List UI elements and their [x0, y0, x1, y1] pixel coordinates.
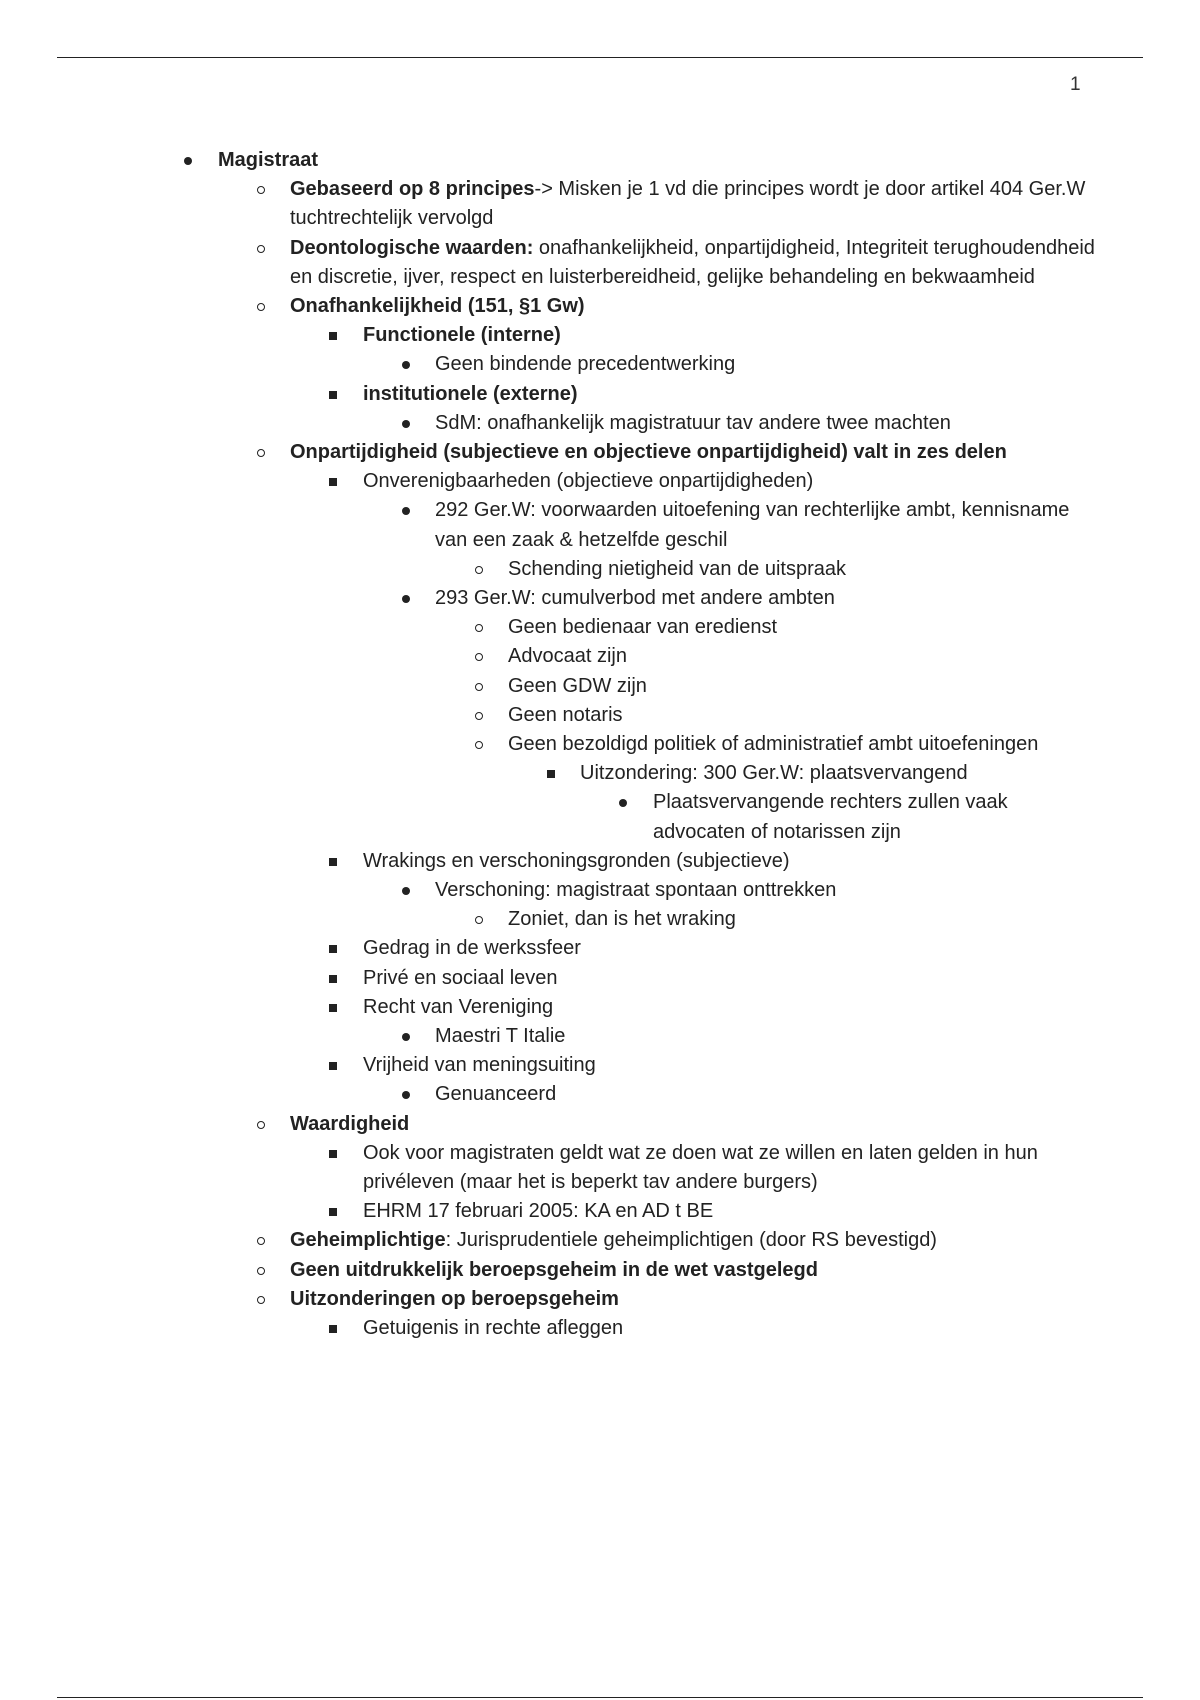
item-text: -> Misken je 1 vd die principes wordt je door artikel 404 Ger.W tuchtrechtelijk vervolgd: [290, 178, 1086, 230]
outline-item: [435, 876, 1098, 905]
bullet-circle-icon: [475, 624, 483, 632]
outline-item: [580, 759, 1098, 788]
outline-item: [290, 438, 1098, 467]
item-text: Genuanceerd: [435, 1083, 557, 1106]
outline-item: [435, 350, 1098, 379]
bullet-circle-icon: [257, 1121, 265, 1129]
item-text: Ook voor magistraten geldt wat ze doen wat ze willen en laten gelden in hun privéleven (maar het is beperkt tav andere burgers): [363, 1141, 1038, 1193]
outline-item: [508, 672, 1098, 701]
bullet-square-icon: [329, 1004, 337, 1012]
item-text: EHRM 17 februari 2005: KA en AD t BE: [363, 1200, 714, 1223]
item-text: SdM: onafhankelijk magistratuur tav andere twee machten: [435, 411, 951, 434]
bullet-square-icon: [329, 1325, 337, 1333]
bullet-circle-icon: [475, 653, 483, 661]
bullet-square-icon: [329, 945, 337, 953]
item-text: 293 Ger.W: cumulverbod met andere ambten: [435, 587, 835, 609]
item-text: Gedrag in de werkssfeer: [363, 937, 581, 960]
bullet-square-icon: [329, 1062, 337, 1070]
bullet-square-icon: [329, 1208, 337, 1216]
bullet-disc-icon: [402, 1033, 410, 1041]
item-text: Geen bedienaar van eredienst: [508, 616, 778, 639]
item-label-bold: Functionele (interne): [363, 324, 561, 347]
outline-item: [363, 467, 1098, 496]
bullet-circle-icon: [257, 303, 265, 311]
outline-item: [290, 175, 1098, 233]
bullet-circle-icon: [257, 245, 265, 253]
outline-item: [290, 292, 1098, 321]
bullet-square-icon: [329, 332, 337, 340]
bullet-circle-icon: [475, 712, 483, 720]
item-text: Onverenigbaarheden (objectieve onpartijdigheden): [363, 470, 814, 493]
bullet-circle-icon: [257, 186, 265, 194]
outline-item: [508, 555, 1098, 584]
outline-item: [363, 993, 1098, 1022]
outline-item: [435, 584, 1098, 613]
item-text: Geen notaris: [508, 703, 623, 726]
bullet-square-icon: [329, 391, 337, 399]
outline-item: [653, 788, 1098, 846]
bullet-square-icon: [329, 858, 337, 866]
item-label-bold: Geheimplichtige: [290, 1229, 446, 1252]
outline-item: [363, 1139, 1098, 1197]
item-label-bold: Waardigheid: [290, 1112, 410, 1135]
item-label-bold: Deontologische waarden:: [290, 236, 534, 259]
outline-item: [363, 847, 1098, 876]
outline-item: [363, 321, 1098, 350]
bullet-circle-icon: [475, 566, 483, 574]
outline-item: [508, 905, 1098, 934]
outline-item: [363, 380, 1098, 409]
bullet-square-icon: [329, 478, 337, 486]
outline-item: [508, 701, 1098, 730]
item-text: Vrijheid van meningsuiting: [363, 1054, 596, 1077]
item-text: Geen bindende precedentwerking: [435, 353, 736, 376]
outline-item: [363, 1197, 1098, 1226]
item-text: Verschoning: magistraat spontaan onttrekken: [435, 879, 837, 901]
item-text: 292 Ger.W: voorwaarden uitoefening van rechterlijke ambt, kennisname van een zaak & hetzelfde geschil: [435, 499, 1070, 551]
outline-item: [218, 146, 1098, 175]
bullet-disc-icon: [402, 420, 410, 428]
item-label-bold: Gebaseerd op 8 principes: [290, 178, 535, 201]
outline-item: [435, 1080, 1098, 1109]
outline-item: [363, 1314, 1098, 1343]
item-text: Privé en sociaal leven: [363, 966, 558, 989]
bullet-circle-icon: [257, 1237, 265, 1245]
bullet-disc-icon: [402, 887, 410, 895]
item-label-bold: Geen uitdrukkelijk beroepsgeheim in de wet vastgelegd: [290, 1258, 818, 1281]
outline-item: [435, 496, 1098, 554]
bullet-disc-icon: [184, 157, 192, 165]
bullet-circle-icon: [475, 741, 483, 749]
bullet-square-icon: [547, 770, 555, 778]
item-text: Geen bezoldigd politiek of administratief ambt uitoefeningen: [508, 733, 1039, 755]
outline-item: [363, 964, 1098, 993]
footer-rule: [57, 1697, 1143, 1698]
bullet-circle-icon: [257, 449, 265, 457]
outline-item: [508, 730, 1098, 759]
bullet-square-icon: [329, 1150, 337, 1158]
item-label-bold: Uitzonderingen op beroepsgeheim: [290, 1287, 619, 1310]
outline-item: [290, 1226, 1098, 1255]
item-text: Wrakings en verschoningsgronden (subjectieve): [363, 849, 790, 872]
bullet-circle-icon: [475, 916, 483, 924]
item-text: Getuigenis in rechte afleggen: [363, 1317, 624, 1339]
item-label-bold: Onafhankelijkheid (151, §1 Gw): [290, 295, 585, 317]
outline-item: [508, 642, 1098, 671]
item-text: Plaatsvervangende rechters zullen vaak advocaten of notarissen zijn: [653, 791, 1008, 843]
bullet-disc-icon: [619, 799, 627, 807]
page-number: 1: [1070, 74, 1081, 95]
item-label-bold: Onpartijdigheid (subjectieve en objectieve onpartijdigheid) valt in zes delen: [290, 441, 1007, 463]
outline-item: [363, 934, 1098, 963]
outline-item: [363, 1051, 1098, 1080]
outline-item: [290, 1256, 1098, 1285]
item-text: Recht van Vereniging: [363, 995, 554, 1018]
item-label-bold: institutionele (externe): [363, 382, 578, 405]
bullet-square-icon: [329, 975, 337, 983]
outline-item: [290, 1285, 1098, 1314]
outline-item: [290, 234, 1098, 292]
item-text: Geen GDW zijn: [508, 674, 647, 697]
bullet-disc-icon: [402, 1091, 410, 1099]
item-text: : Jurisprudentiele geheimplichtigen (door RS bevestigd): [445, 1229, 937, 1252]
bullet-disc-icon: [402, 507, 410, 515]
item-text: Maestri T Italie: [435, 1025, 566, 1047]
bullet-disc-icon: [402, 361, 410, 369]
item-label-bold: Magistraat: [218, 149, 319, 171]
bullet-circle-icon: [475, 683, 483, 691]
outline-item: [290, 1110, 1098, 1139]
bullet-disc-icon: [402, 595, 410, 603]
bullet-circle-icon: [257, 1267, 265, 1275]
item-text: Uitzondering: 300 Ger.W: plaatsvervangend: [580, 762, 968, 785]
outline-item: [435, 1022, 1098, 1051]
outline-item: [435, 409, 1098, 438]
item-text: Zoniet, dan is het wraking: [508, 908, 736, 931]
header-rule: [57, 57, 1143, 58]
bullet-circle-icon: [257, 1296, 265, 1304]
item-text: Advocaat zijn: [508, 645, 627, 668]
outline-item: [508, 613, 1098, 642]
item-text: onafhankelijkheid, onpartijdigheid, Integriteit terughoudendheid en discretie, ijver, respect en luisterbereidheid, gelijke behandeling en bekwaamheid: [290, 236, 1095, 288]
item-text: Schending nietigheid van de uitspraak: [508, 557, 847, 580]
